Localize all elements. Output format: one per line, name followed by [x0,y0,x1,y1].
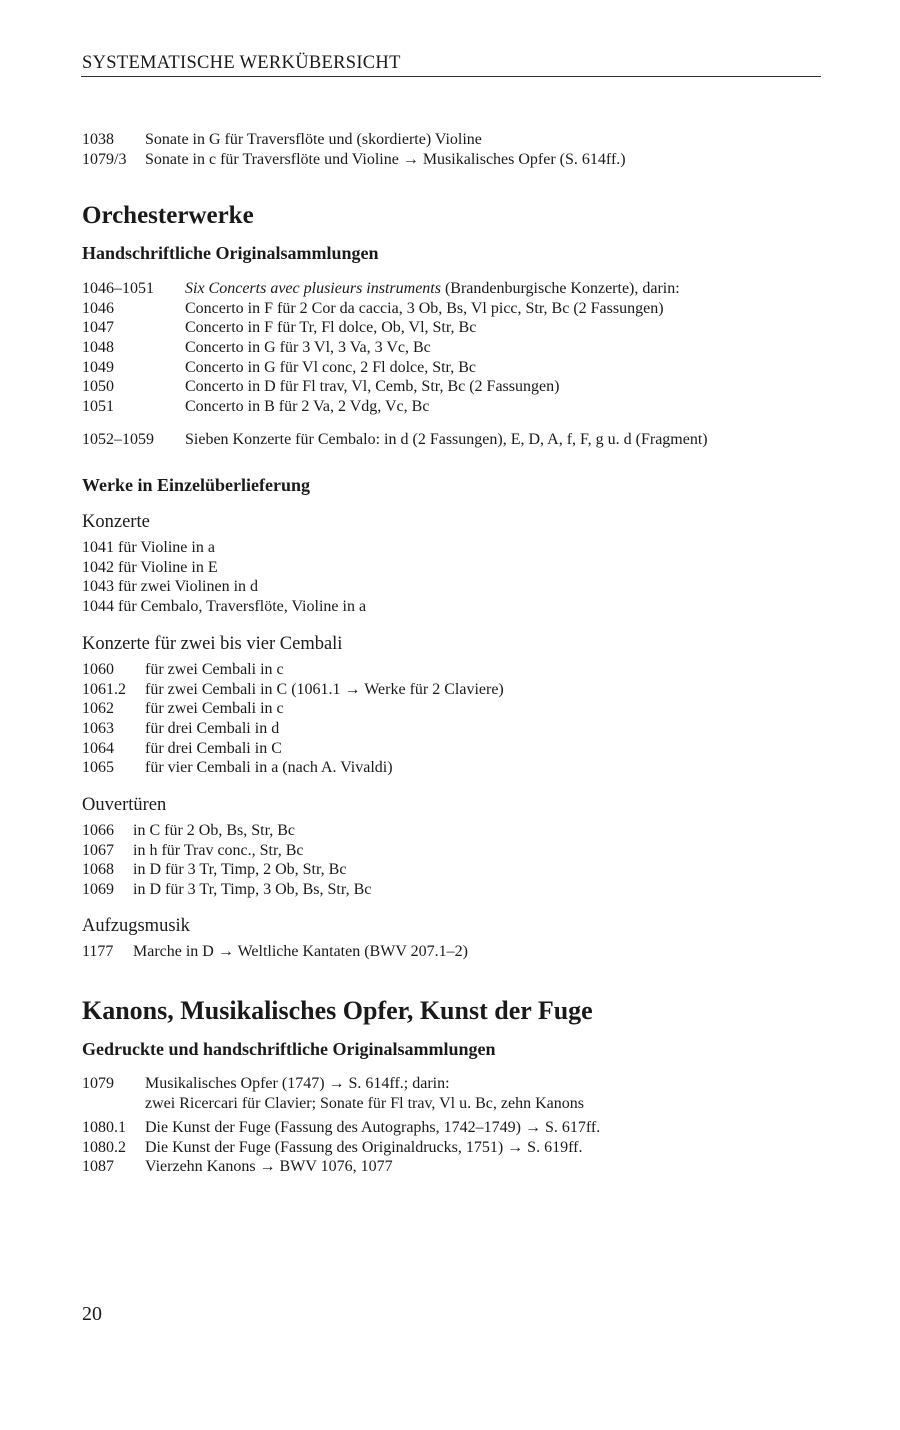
work-description: für drei Cembali in d [145,720,280,738]
bwv-number: 1069 [82,881,114,899]
list-item [82,318,680,338]
work-title-italic: Six Concerts avec plusieurs instruments [185,280,441,297]
work-description: Die Kunst der Fuge (Fassung des Originaldrucks, 1751) → S. 619ff. [145,1138,583,1156]
bwv-number: 1047 [82,319,114,337]
group-title-ouvertueren: Ouvertüren [82,795,167,815]
aufzug-list [82,942,468,962]
list-item [82,299,680,319]
work-description: (Brandenburgische Konzerte), darin: [440,280,680,297]
section-title-kanons: Kanons, Musikalisches Opfer, Kunst der Fuge [82,996,593,1025]
bwv-number: 1052–1059 [82,431,154,448]
list-item [82,1074,584,1094]
kanons-list [82,1074,584,1113]
work-description: in C für 2 Ob, Bs, Str, Bc [133,822,296,839]
bwv-number: 1042 [82,558,114,576]
cembali-list [82,660,504,778]
list-item [82,841,371,861]
list-item [82,660,504,680]
list-item [82,597,366,617]
work-description: Concerto in F für 2 Cor da caccia, 3 Ob, Bs, Vl picc, Str, Bc (2 Fassungen) [185,299,664,317]
bwv-number: 1066 [82,822,114,839]
work-description: Sonate in G für Traversflöte und (skordierte) Violine [145,131,482,148]
bwv-number: 1050 [82,378,114,396]
list-item [82,821,371,841]
bwv-number: 1063 [82,720,114,738]
bwv-number: 1046–1051 [82,280,154,297]
bwv-number: 1064 [82,739,114,757]
work-description: zwei Ricercari für Clavier; Sonate für Fl trav, Vl u. Bc, zehn Kanons [145,1094,584,1112]
list-item [82,739,504,759]
list-item [82,397,680,417]
work-description: Vierzehn Kanons → BWV 1076, 1077 [145,1158,393,1176]
list-item [82,130,626,150]
work-description: für vier Cembali in a (nach A. Vivaldi) [145,759,393,777]
work-description: Marche in D → Weltliche Kantaten (BWV 207.1–2) [133,943,468,960]
intro-list [82,130,626,169]
cembalo-list [82,430,708,450]
work-description: für Violine in a [118,539,215,556]
ouvertueren-list [82,821,371,900]
work-description: Sieben Konzerte für Cembalo: in d (2 Fassungen), E, D, A, f, F, g u. d (Fragment) [185,431,708,448]
list-item [82,577,366,597]
work-description: Concerto in B für 2 Va, 2 Vdg, Vc, Bc [185,398,430,416]
bwv-number: 1048 [82,339,114,357]
work-description: für zwei Cembali in C (1061.1 → Werke für 2 Claviere) [145,680,504,698]
konzerte-list [82,538,366,617]
kanons-list-2 [82,1118,600,1177]
bwv-number: 1038 [82,131,114,148]
subsection-title: Handschriftliche Originalsammlungen [82,243,379,263]
list-item [82,942,468,962]
work-description: Sonate in c für Traversflöte und Violine → Musikalisches Opfer (S. 614ff.) [145,150,626,168]
list-item [82,699,504,719]
work-description: Concerto in G für 3 Vl, 3 Va, 3 Vc, Bc [185,339,431,357]
bwv-number: 1049 [82,358,114,376]
section-title-orchesterwerke: Orchesterwerke [82,202,254,229]
list-item [82,338,680,358]
bwv-number: 1068 [82,861,114,879]
bwv-number: 1079 [82,1075,114,1092]
page-number: 20 [82,1303,102,1325]
list-item [82,538,366,558]
list-item [82,1118,600,1138]
list-item [82,558,366,578]
list-item [82,860,371,880]
bwv-number: 1044 [82,598,114,616]
bwv-number: 1065 [82,759,114,777]
group-title-aufzugsmusik: Aufzugsmusik [82,916,190,936]
work-description: in D für 3 Tr, Timp, 2 Ob, Str, Bc [133,861,347,879]
bwv-number: 1087 [82,1158,114,1176]
bwv-number: 1051 [82,398,114,416]
work-description: für zwei Violinen in d [118,578,259,596]
work-description: für zwei Cembali in c [145,700,284,718]
list-item [82,758,504,778]
bwv-number: 1067 [82,841,114,859]
bwv-number: 1041 [82,539,114,556]
bwv-number: 1061.2 [82,680,126,698]
work-description: für drei Cembali in C [145,739,282,757]
running-head: SYSTEMATISCHE WERKÜBERSICHT [82,53,401,73]
work-description: Concerto in F für Tr, Fl dolce, Ob, Vl, Str, Bc [185,319,477,337]
bwv-number: 1080.2 [82,1138,126,1156]
work-description: Musikalisches Opfer (1747) → S. 614ff.; darin: [145,1075,450,1092]
list-item [82,358,680,378]
list-item [82,1094,584,1114]
list-item [82,719,504,739]
bwv-number: 1080.1 [82,1119,126,1136]
work-description: für zwei Cembali in c [145,661,284,678]
list-item [82,1138,600,1158]
subsection-title: Werke in Einzelüberlieferung [82,475,310,495]
work-description: Concerto in G für Vl conc, 2 Fl dolce, Str, Bc [185,358,477,376]
bwv-number: 1079/3 [82,150,127,168]
list-item [82,150,626,170]
list-item [82,1157,600,1177]
bwv-number: 1046 [82,299,114,317]
list-item [82,880,371,900]
list-item [82,279,680,299]
group-title-cembali: Konzerte für zwei bis vier Cembali [82,634,343,654]
subsection-title: Gedruckte und handschriftliche Originalsammlungen [82,1039,496,1059]
bwv-number: 1062 [82,700,114,718]
bwv-number [82,1094,145,1114]
list-item [82,680,504,700]
work-description: Concerto in D für Fl trav, Vl, Cemb, Str, Bc (2 Fassungen) [185,378,560,396]
work-description: Die Kunst der Fuge (Fassung des Autographs, 1742–1749) → S. 617ff. [145,1119,601,1136]
list-item [82,377,680,397]
header-rule [81,76,821,77]
bwv-number: 1043 [82,578,114,596]
bwv-number: 1177 [82,943,114,960]
group-title-konzerte: Konzerte [82,512,150,532]
work-description: in h für Trav conc., Str, Bc [133,841,304,859]
bwv-number: 1060 [82,661,114,678]
brandenburg-list [82,279,680,417]
work-description: für Violine in E [118,558,218,576]
work-description: in D für 3 Tr, Timp, 3 Ob, Bs, Str, Bc [133,881,372,899]
list-item [82,430,708,450]
work-description: für Cembalo, Traversflöte, Violine in a [118,598,367,616]
